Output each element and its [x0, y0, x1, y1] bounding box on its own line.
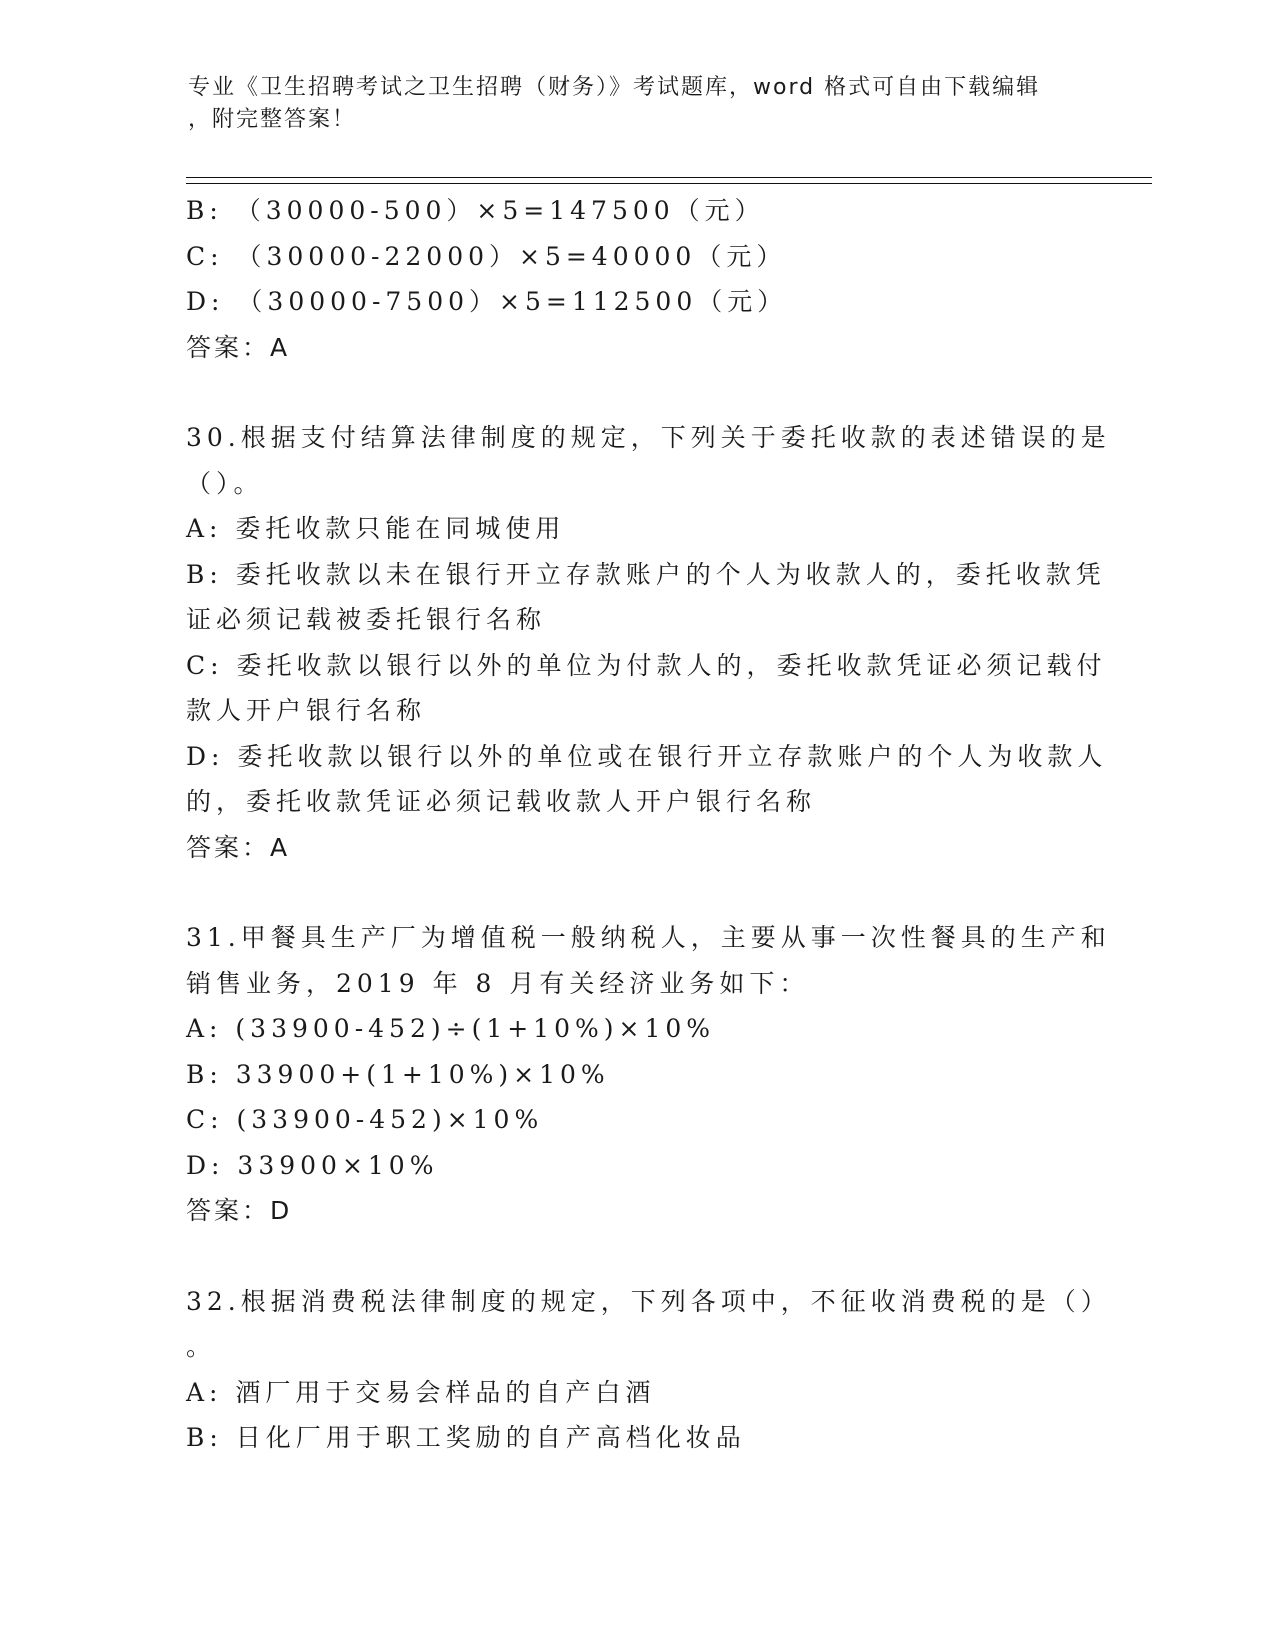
question-stem: 32.根据消费税法律制度的规定，下列各项中，不征收消费税的是（）	[186, 1286, 1111, 1316]
option-c-cont: 款人开户银行名称	[186, 696, 427, 725]
option-c: C: 委托收款以银行以外的单位为付款人的，委托收款凭证必须记载付	[186, 650, 1107, 680]
question-stem-cont: （）。	[186, 468, 264, 498]
question-30	[186, 415, 1111, 870]
option-c: C: （30000-22000）×5=40000（元）	[186, 241, 787, 271]
question-stem: 30.根据支付结算法律制度的规定，下列关于委托收款的表述错误的是	[186, 423, 1111, 452]
header-line-1: 专业《卫生招聘考试之卫生招聘（财务）》考试题库，word 格式可自由下载编辑	[188, 75, 1041, 100]
option-d: D: 33900×10%	[186, 1150, 439, 1180]
header-rule-bottom	[186, 183, 1152, 184]
option-a: A: 酒厂用于交易会样品的自产白酒	[186, 1377, 656, 1407]
question-29	[186, 188, 1086, 370]
question-stem-cont: 销售业务，2019 年 8 月有关经济业务如下：	[186, 968, 810, 998]
question-31	[186, 915, 1111, 1234]
option-b: B: 33900+(1+10%)×10%	[186, 1059, 610, 1089]
option-d-cont: 的，委托收款凭证必须记载收款人开户银行名称	[186, 787, 817, 816]
answer: 答案：A	[186, 332, 291, 362]
option-b: B: （30000-500）×5=147500（元）	[186, 196, 765, 225]
question-32	[186, 1279, 1111, 1461]
option-c: C: (33900-452)×10%	[186, 1105, 544, 1134]
document-header	[188, 72, 1088, 136]
question-stem-cont: 。	[186, 1332, 217, 1361]
header-rule-top	[186, 177, 1152, 178]
option-d: D: 委托收款以银行以外的单位或在银行开立存款账户的个人为收款人	[186, 741, 1108, 771]
option-d: D: （30000-7500）×5=112500（元）	[186, 287, 788, 316]
answer: 答案：D	[186, 1196, 293, 1225]
answer: 答案：A	[186, 832, 291, 862]
header-line-2: ，附完整答案！	[188, 107, 357, 132]
option-a: A: 委托收款只能在同城使用	[186, 514, 566, 543]
option-b: B: 委托收款以未在银行开立存款账户的个人为收款人的，委托收款凭	[186, 559, 1106, 589]
question-stem: 31.甲餐具生产厂为增值税一般纳税人，主要从事一次性餐具的生产和	[186, 923, 1111, 952]
document-body	[186, 188, 1111, 1461]
option-b: B: 日化厂用于职工奖励的自产高档化妆品	[186, 1423, 746, 1452]
option-a: A: (33900-452)÷(1+10%)×10%	[186, 1014, 716, 1043]
option-b-cont: 证必须记载被委托银行名称	[186, 605, 547, 634]
